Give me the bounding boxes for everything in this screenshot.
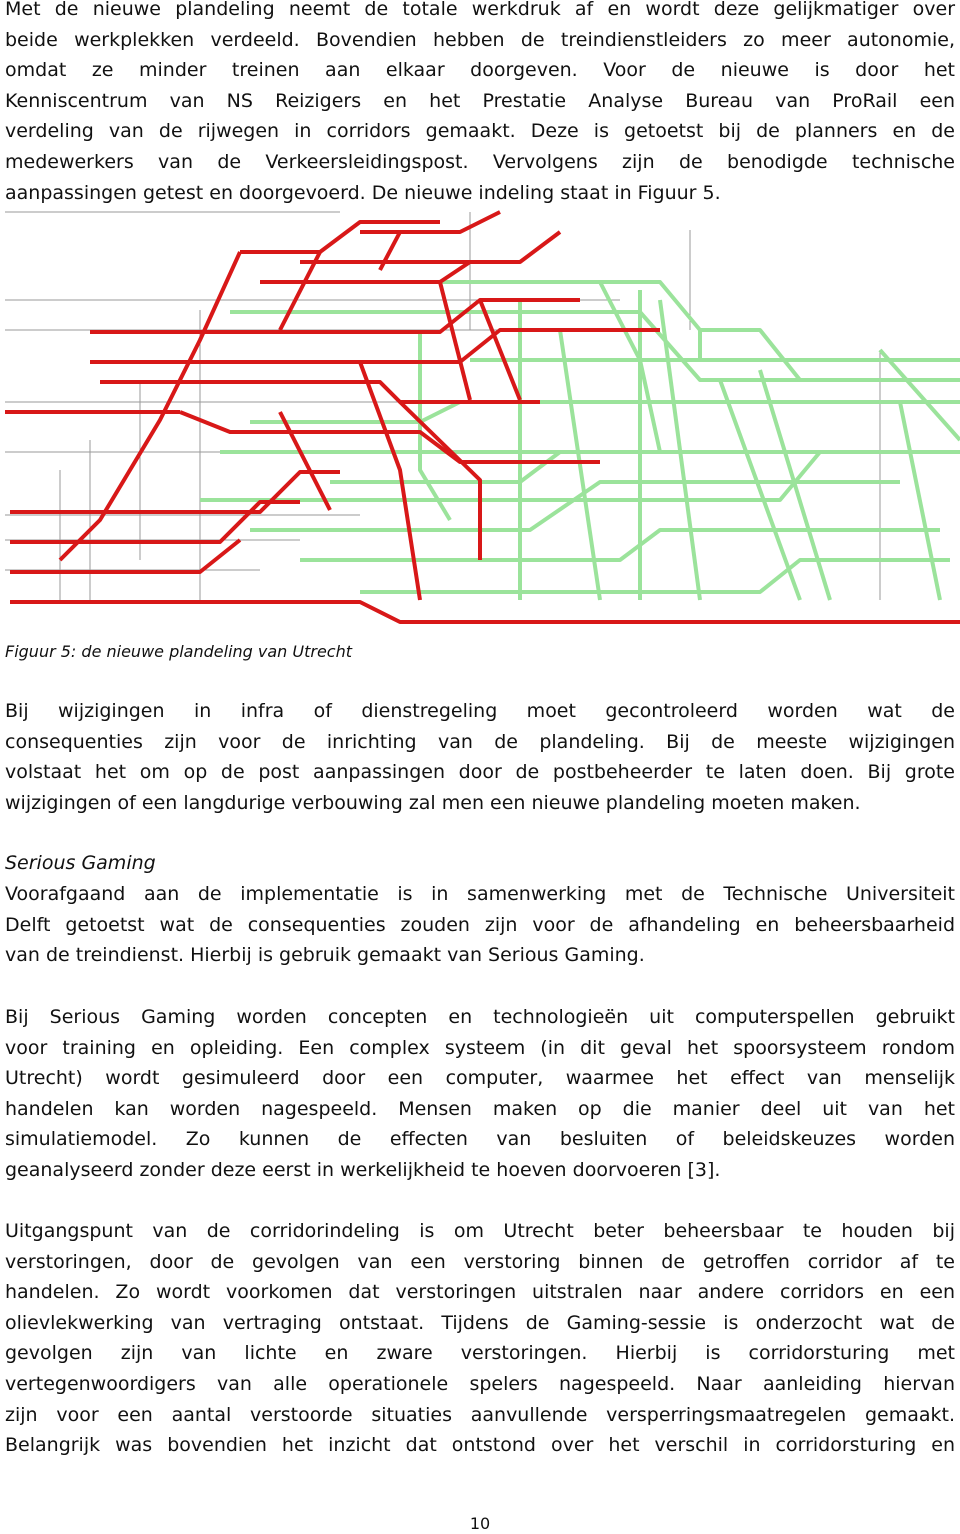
- red-corridor-track: [480, 300, 520, 400]
- red-corridor-track: [10, 540, 240, 572]
- text-line: vertegenwoordigers van alle operationele spelers nagespeeld. Naar aanleiding hiervan: [5, 1372, 955, 1395]
- text-line: olievlekwerking van vertraging ontstaat. Tijdens de Gaming-sessie is onderzocht wat de: [5, 1311, 955, 1334]
- text-line: beide werkplekken verdeeld. Bovendien hebben de treindienstleiders zo meer autonomie,: [5, 28, 955, 51]
- green-corridor-track: [250, 402, 960, 422]
- text-line: handelen. Zo wordt voorkomen dat verstoringen uitstralen naar andere corridors en een: [5, 1281, 955, 1304]
- red-corridor-track: [320, 432, 600, 462]
- text-line: Uitgangspunt van de corridorindeling is om Utrecht beter beheersbaar te houden bij: [5, 1220, 955, 1242]
- text-line: consequenties zijn voor de inrichting van de plandeling. Bij de meeste wijzigingen: [5, 730, 955, 753]
- text-line: verdeling van de rijwegen in corridors gemaakt. Deze is getoetst bij de planners en de: [5, 120, 955, 143]
- text-line: Bij wijzigingen in infra of dienstregeling moet gecontroleerd worden wat de: [5, 700, 955, 722]
- text-line: Bij Serious Gaming worden concepten en technologieën uit computerspellen gebruikt: [5, 1006, 955, 1028]
- red-corridor-track: [280, 412, 330, 510]
- text-line: verstoringen, door de gevolgen van een verstoring binnen de getroffen corridor af te: [5, 1250, 955, 1273]
- text-line: wijzigingen of een langdurige verbouwing zal men een nieuwe plandeling moeten maken.: [5, 791, 861, 814]
- section-heading: Serious Gaming: [5, 852, 156, 874]
- red-corridor-track: [10, 502, 300, 542]
- text-line: medewerkers van de Verkeersleidingspost. Vervolgens zijn de benodigde technische: [5, 150, 955, 173]
- text-line: handelen kan worden nagespeeld. Mensen maken op die manier deel uit van het: [5, 1097, 955, 1120]
- green-corridor-track: [300, 530, 940, 560]
- red-corridor-track: [100, 382, 540, 402]
- text-line: Met de nieuwe plandeling neemt de totale werkdruk af en wordt deze gelijkmatiger over: [5, 0, 955, 20]
- text-line: voor training en opleiding. Een complex systeem (in dit geval het spoorsysteem rondom: [5, 1036, 955, 1059]
- green-corridor-track: [600, 282, 660, 452]
- text-line: omdat ze minder treinen aan elkaar doorgeven. Voor de nieuwe is door het: [5, 59, 955, 82]
- green-corridor-track: [900, 402, 940, 600]
- green-corridor-track: [880, 350, 960, 440]
- page-number: 10: [469, 1514, 491, 1533]
- red-corridor-track: [10, 602, 960, 622]
- figure-caption: Figuur 5: de nieuwe plandeling van Utrecht: [5, 642, 353, 661]
- red-corridor-track: [90, 330, 660, 362]
- green-corridor-track: [700, 330, 800, 380]
- text-line: Utrecht) wordt gesimuleerd door een computer, waarmee het effect van menselijk: [5, 1067, 955, 1090]
- red-corridor-track: [240, 222, 440, 252]
- paragraph-corridor: [5, 1216, 955, 1461]
- text-line: Kenniscentrum van NS Reizigers en het Prestatie Analyse Bureau van ProRail een: [5, 89, 955, 112]
- paragraph-infra-changes: [5, 696, 955, 818]
- text-line: van de treindienst. Hierbij is gebruik gemaakt van Serious Gaming.: [5, 944, 645, 967]
- text-line: zijn voor een aantal verstoorde situaties aanvullende versperringsmaatregelen gemaakt.: [5, 1403, 955, 1426]
- red-corridor-track: [260, 262, 500, 282]
- text-line: Delft getoetst wat de consequenties zouden zijn voor de afhandeling en beheersbaarheid: [5, 913, 955, 936]
- paragraph-implementation: [5, 879, 955, 971]
- green-corridor-track: [200, 452, 820, 500]
- red-corridor-track: [90, 300, 580, 332]
- red-corridor-track: [380, 232, 400, 270]
- text-line: volstaat het om op de post aanpassingen door de postbeheerder te laten doen. Bij grote: [5, 761, 955, 784]
- green-corridor-track: [230, 312, 960, 380]
- text-line: gevolgen zijn van lichte en zware verstoringen. Hierbij is corridorsturing met: [5, 1342, 955, 1365]
- intro-paragraph: [5, 0, 955, 208]
- text-line: Voorafgaand aan de implementatie is in samenwerking met de Technische Universiteit: [5, 883, 955, 905]
- paragraph-serious-gaming: [5, 1002, 955, 1186]
- text-line: Belangrijk was bovendien het inzicht dat ontstond over het verschil in corridorsturing en: [5, 1434, 955, 1457]
- green-corridor-track: [360, 560, 950, 592]
- text-line: geanalyseerd zonder deze eerst in werkelijkheid te hoeven doorvoeren [3].: [5, 1158, 721, 1181]
- text-line: aanpassingen getest en doorgevoerd. De nieuwe indeling staat in Figuur 5.: [5, 181, 721, 204]
- text-line: simulatiemodel. Zo kunnen de effecten van besluiten of beleidskeuzes worden: [5, 1128, 955, 1151]
- track-plan-figure: [0, 210, 960, 630]
- green-corridor-track: [330, 452, 560, 482]
